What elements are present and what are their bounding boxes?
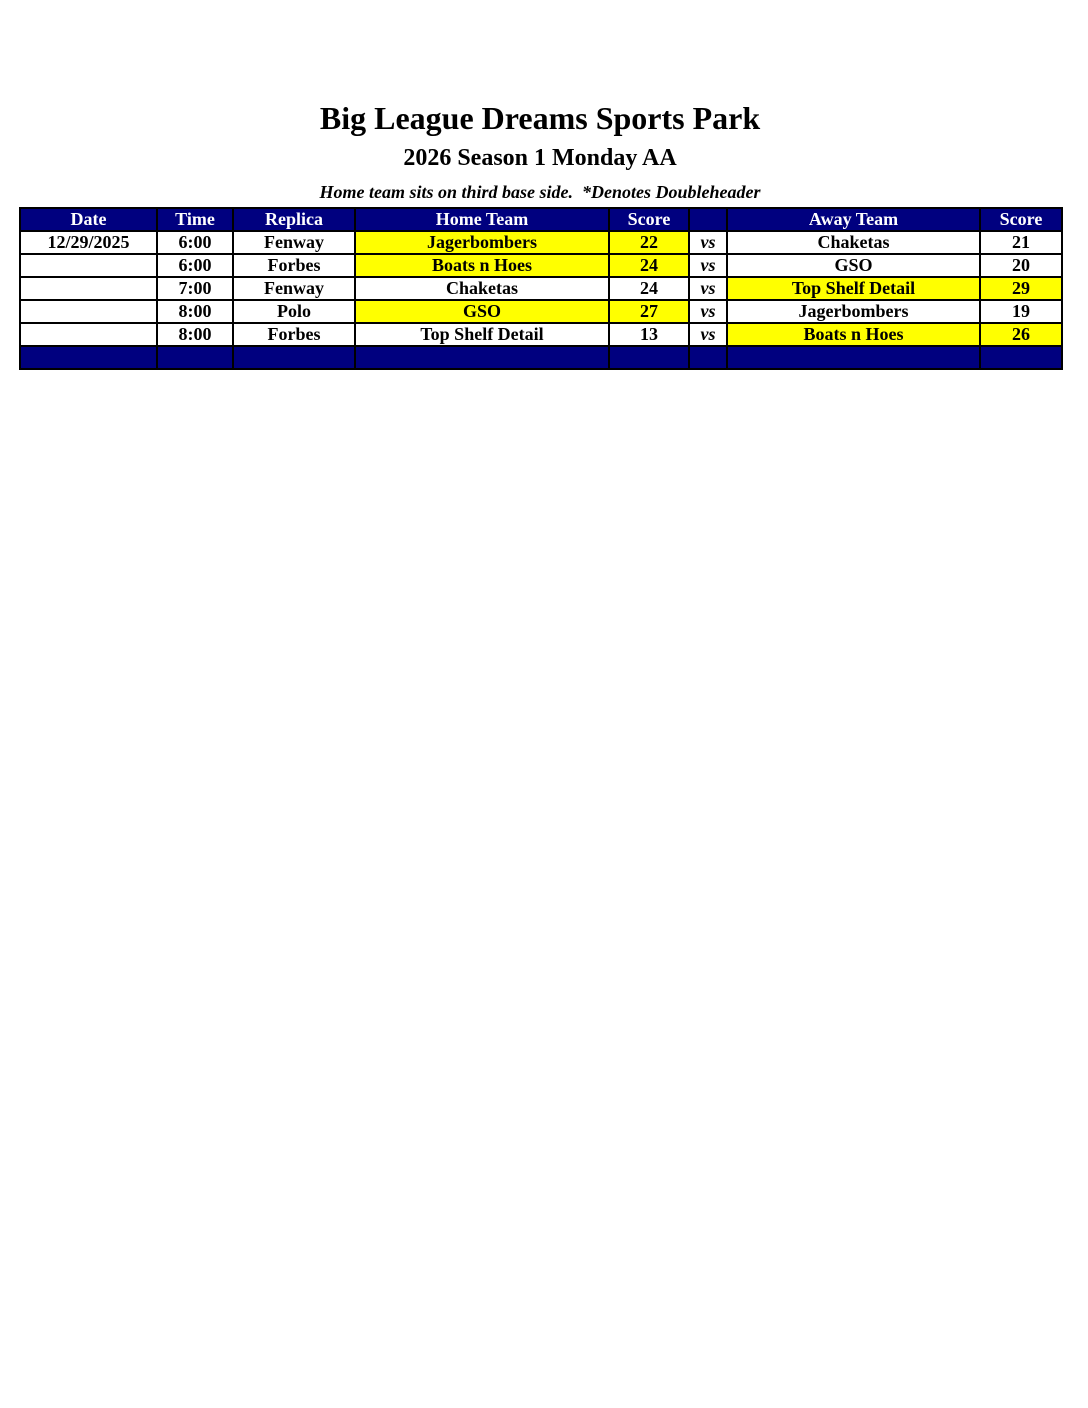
home-score: 27: [609, 300, 689, 323]
table-row: [20, 323, 1062, 346]
column-header-date: Date: [20, 208, 157, 231]
home-team: Chaketas: [355, 277, 609, 300]
field-replica: Forbes: [233, 323, 355, 346]
vs-label: vs: [689, 277, 727, 300]
home-team: Jagerbombers: [355, 231, 609, 254]
column-header-home-team: Home Team: [355, 208, 609, 231]
table-row: [20, 277, 1062, 300]
field-replica: Fenway: [233, 231, 355, 254]
game-date: 12/29/2025: [20, 231, 157, 254]
table-row: [20, 300, 1062, 323]
away-score: 21: [980, 231, 1062, 254]
footer-cell: [20, 346, 157, 369]
away-score: 29: [980, 277, 1062, 300]
home-score: 13: [609, 323, 689, 346]
away-team: GSO: [727, 254, 980, 277]
game-date: [20, 277, 157, 300]
column-header-home-score: Score: [609, 208, 689, 231]
home-team: Top Shelf Detail: [355, 323, 609, 346]
season-subtitle: 2026 Season 1 Monday AA: [403, 145, 677, 171]
column-header-vs: [689, 208, 727, 231]
footer-cell: [609, 346, 689, 369]
home-score: 24: [609, 254, 689, 277]
home-team: GSO: [355, 300, 609, 323]
table-footer-row: [20, 346, 1062, 369]
footer-cell: [233, 346, 355, 369]
game-time: 6:00: [157, 231, 233, 254]
vs-label: vs: [689, 300, 727, 323]
game-date: [20, 300, 157, 323]
vs-label: vs: [689, 254, 727, 277]
game-date: [20, 254, 157, 277]
page-title: Big League Dreams Sports Park: [319, 100, 761, 136]
schedule-table: [19, 207, 1063, 370]
column-header-replica: Replica: [233, 208, 355, 231]
game-time: 7:00: [157, 277, 233, 300]
away-score: 19: [980, 300, 1062, 323]
schedule-note: Home team sits on third base side. *Denotes Doubleheader: [319, 182, 761, 202]
away-score: 20: [980, 254, 1062, 277]
away-team: Chaketas: [727, 231, 980, 254]
away-team: Boats n Hoes: [727, 323, 980, 346]
table-row: [20, 254, 1062, 277]
table-row: [20, 231, 1062, 254]
home-score: 22: [609, 231, 689, 254]
game-time: 8:00: [157, 323, 233, 346]
footer-cell: [689, 346, 727, 369]
footer-cell: [355, 346, 609, 369]
footer-cell: [157, 346, 233, 369]
vs-label: vs: [689, 323, 727, 346]
table-header-row: [20, 208, 1062, 231]
field-replica: Polo: [233, 300, 355, 323]
footer-cell: [727, 346, 980, 369]
game-time: 8:00: [157, 300, 233, 323]
field-replica: Fenway: [233, 277, 355, 300]
game-date: [20, 323, 157, 346]
column-header-time: Time: [157, 208, 233, 231]
field-replica: Forbes: [233, 254, 355, 277]
column-header-away-score: Score: [980, 208, 1062, 231]
column-header-away-team: Away Team: [727, 208, 980, 231]
game-time: 6:00: [157, 254, 233, 277]
away-team: Top Shelf Detail: [727, 277, 980, 300]
footer-cell: [980, 346, 1062, 369]
home-score: 24: [609, 277, 689, 300]
vs-label: vs: [689, 231, 727, 254]
away-score: 26: [980, 323, 1062, 346]
away-team: Jagerbombers: [727, 300, 980, 323]
home-team: Boats n Hoes: [355, 254, 609, 277]
